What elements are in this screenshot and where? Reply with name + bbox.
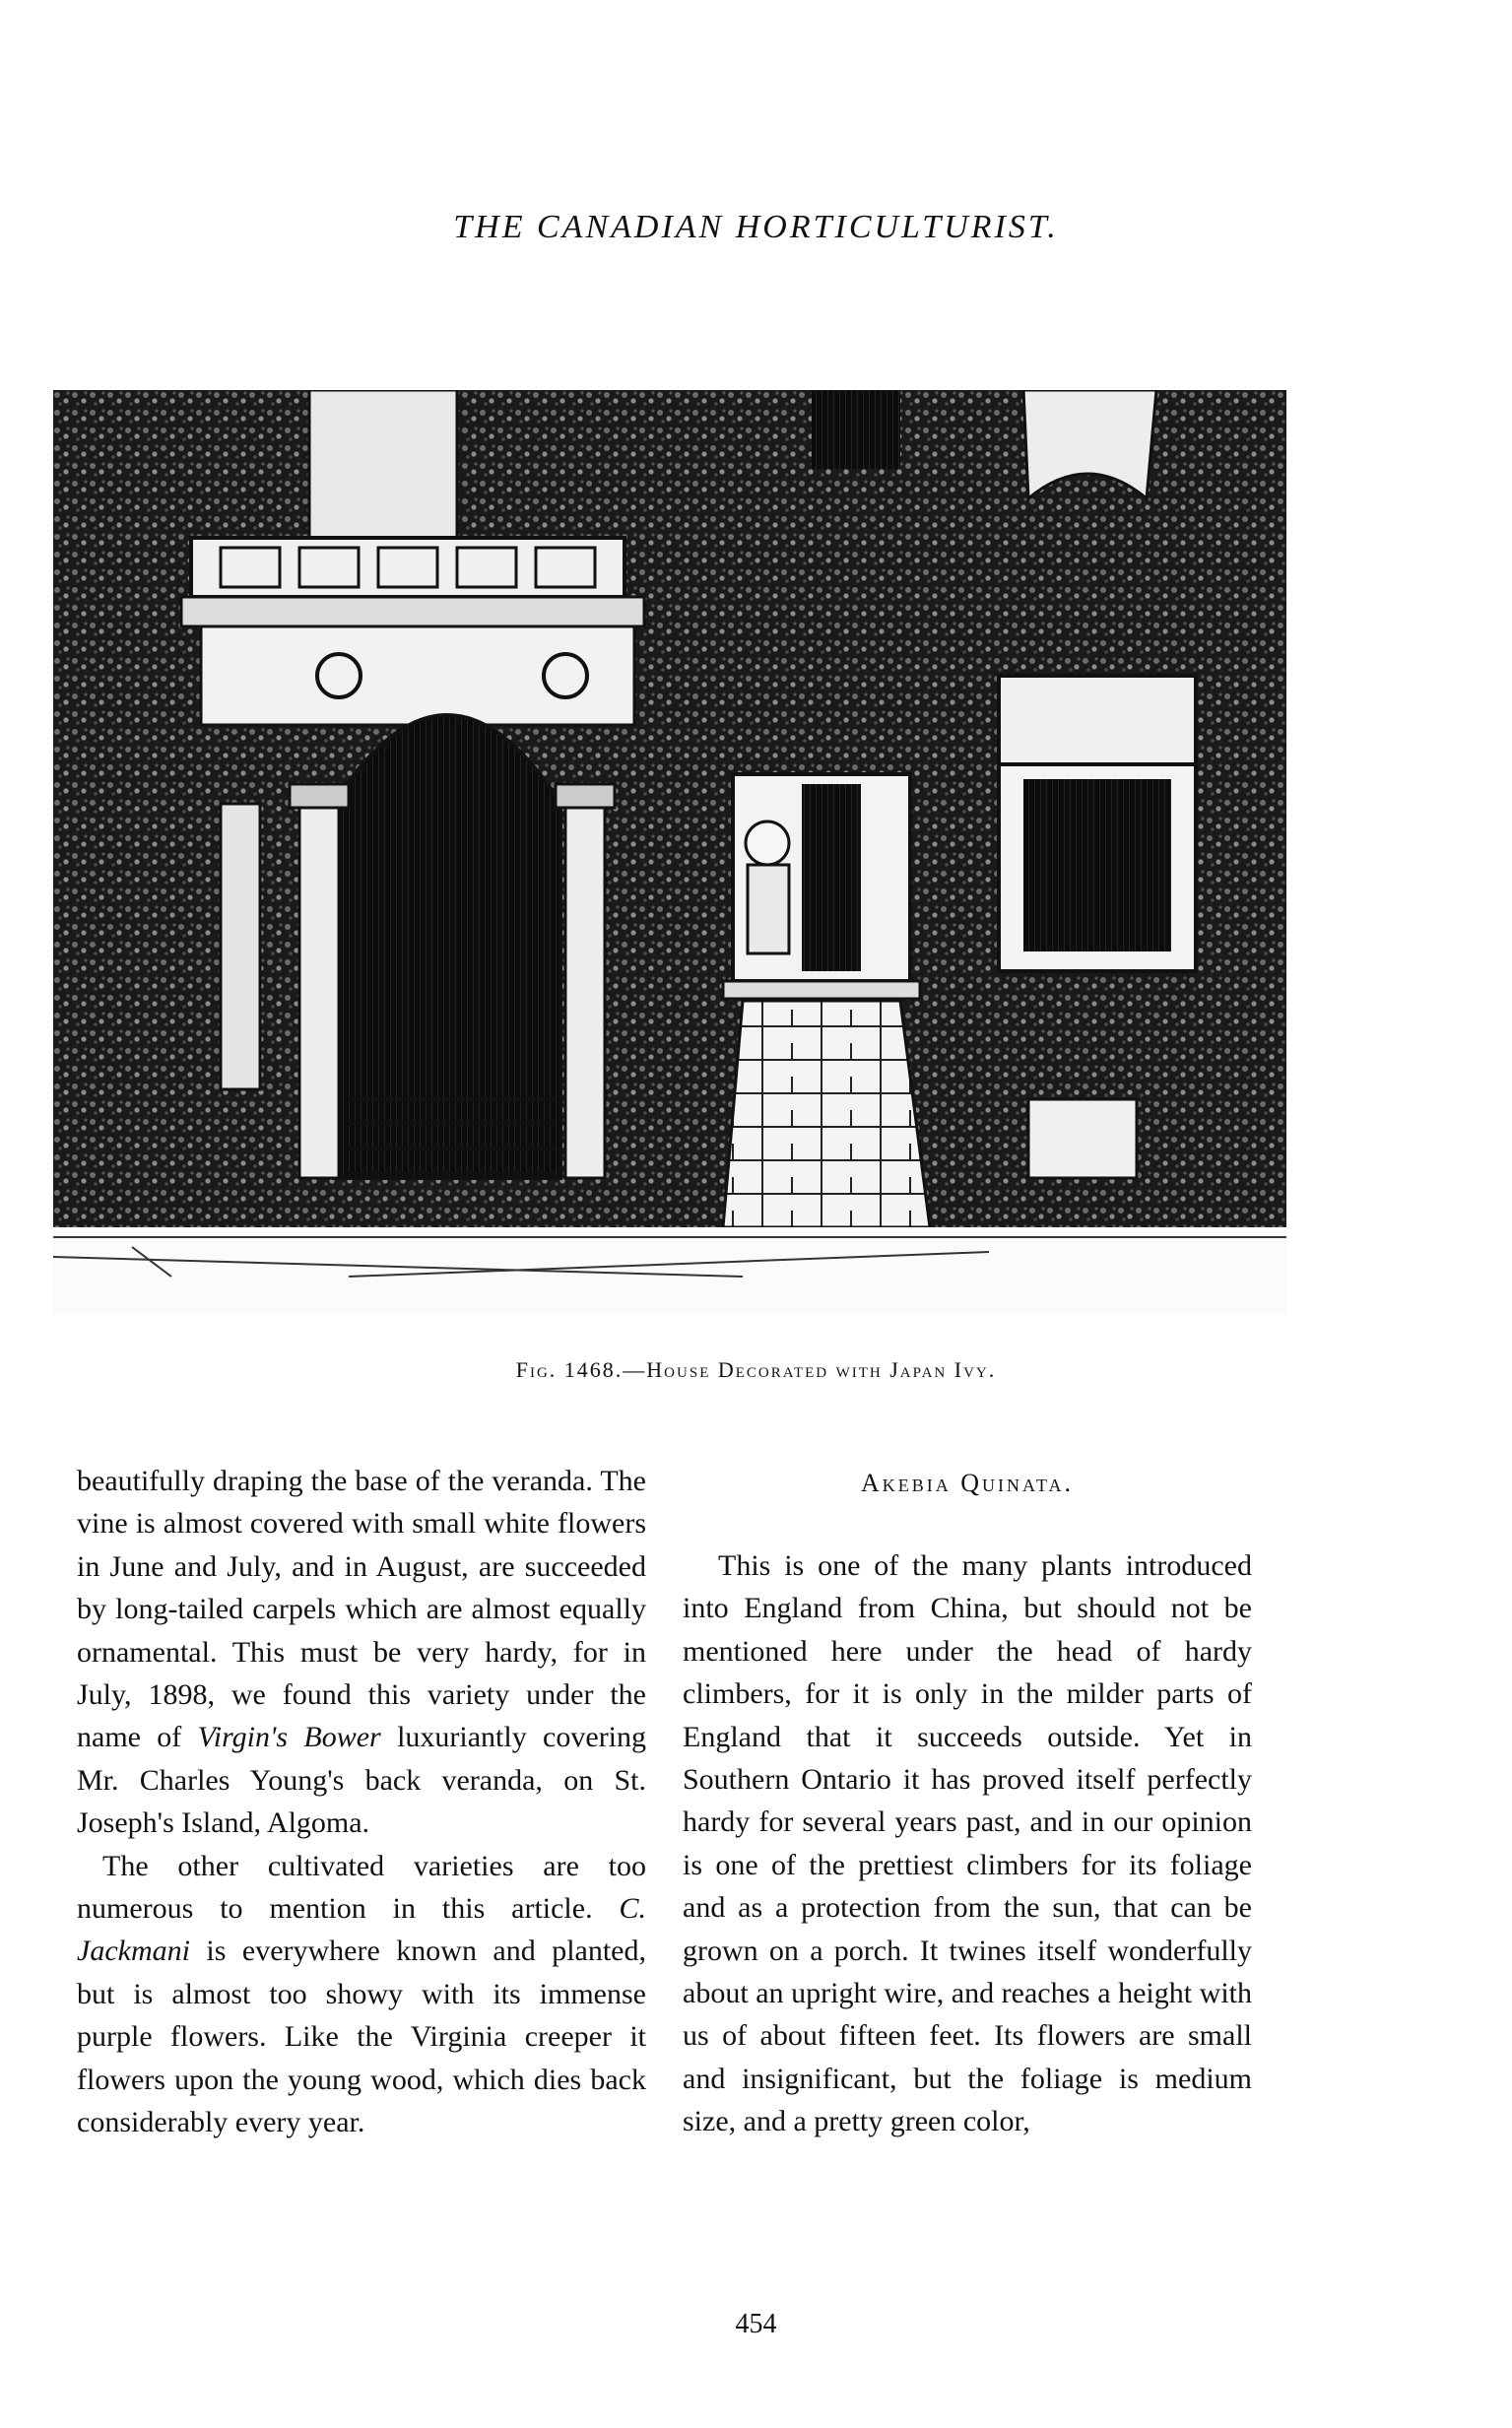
section-title: Akebia Quinata.	[860, 1469, 1075, 1497]
right-column	[683, 1460, 1252, 2143]
right-paragraph-1: This is one of the many plants introduced into England from China, but should not be mentioned here under the head of hardy climbers, for it is only in the milder parts of England that it succeeds outside. Yet in Southern Ontario it has proved itself perfectly hardy for several years past, and in our opinion is one of the prettiest climbers for its foliage and as a protection from the sun, that can be grown on a porch. It twines itself wonderfully about an upright wire, and reaches a height with us of about fifteen feet. Its flowers are small and insignificant, but the foliage is medium size, and a pretty green color,	[683, 1549, 1252, 2138]
italic-c-jackmani: C. Jackmani	[77, 1892, 647, 1968]
italic-virgins-bower: Virgin's Bower	[197, 1721, 381, 1754]
engraving-house-with-ivy	[53, 390, 1286, 1314]
page-number: 454	[735, 2309, 777, 2339]
running-title: THE CANADIAN HORTICULTURIST.	[453, 209, 1059, 245]
left-paragraph-2: The other cultivated varieties are too numerous to mention in this article. C. Jackmani is everywhere known and planted, but is almost too showy with its immense purple flowers. Like the Virginia creeper it flowers upon the young wood, which dies back considerably every year.	[77, 1849, 647, 2139]
figure-caption: Fig. 1468.—House Decorated with Japan Ivy.	[515, 1357, 997, 1382]
left-paragraph-1: beautifully draping the base of the veranda. The vine is almost covered with small white flowers in June and July, and in August, are succeeded by long-tailed carpels which are almost equally ornamental. This must be very hardy, for in July, 1898, we found this variety under the name of Virgin's Bower luxuriantly covering Mr. Charles Young's back veranda, on St. Joseph's Island, Algoma.	[77, 1465, 647, 1840]
left-column	[77, 1460, 646, 2144]
engraving-illustration	[53, 390, 1286, 1314]
